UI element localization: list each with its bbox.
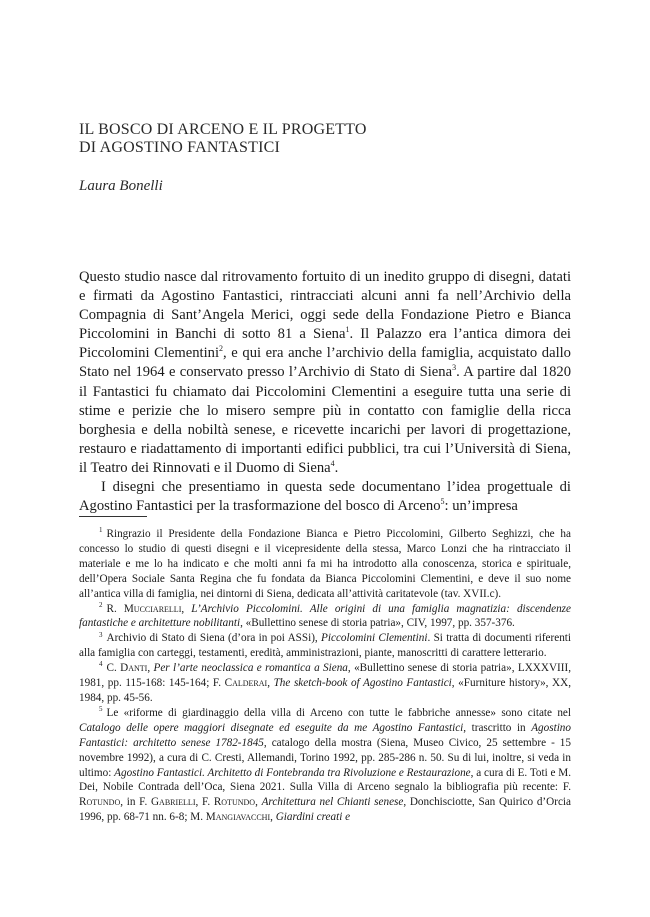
footnote-ref-4[interactable]: 4 <box>330 459 335 469</box>
footnote-number: 2 <box>99 600 103 609</box>
footnote-1: $^1$ Ringrazio il Presidente della Fondazione Bianca e Pietro Piccolomini, Gilberto Seghizzi, che ha concesso lo studio di questi disegni e il vicepresidente della stessa, Marco Lonzi che ha rintracciato il materiale e me lo ha indicato e che molti anni fa mi ha introdotto alla conoscenza, storica e spirituale, dell’Opera Sociale Santa Regina che fu fondata da Bianca Piccolomini Clementini, e deve il suo nome all’antica villa di famiglia, nei dintorni di Siena, dedicata all’attività caritatevole (tav. XVII.c). <box>79 526 571 600</box>
article-title <box>79 121 579 157</box>
footnote-number: 3 <box>99 630 103 639</box>
footnote-separator <box>79 516 147 517</box>
paragraph-2: I disegni che presentiamo in questa sede documentano l’idea progettuale di Agostino Fantastici per la trasformazione del bosco di Arceno$^5$: un’impresa <box>79 479 571 515</box>
title-line-2: DI AGOSTINO FANTASTICI <box>79 139 281 156</box>
title-line-1: IL BOSCO DI ARCENO E IL PROGETTO <box>79 121 367 138</box>
footnote-3: $^3$ Archivio di Stato di Siena (d’ora in poi ASSi), Piccolomini Clementini. Si tratta di documenti riferenti alla famiglia con carteggi, testamenti, eredità, amministrazioni, piante, manoscritti di carattere letterario. <box>79 630 572 660</box>
main-text <box>79 268 571 516</box>
footnote-ref-2[interactable]: 2 <box>219 344 224 354</box>
footnote-2: $^2$ R. Mucciarelli, L’Archivio Piccolomini. Alle origini di una famiglia magnatizia: discendenze fantastiche e architetture nobilitanti, «Bullettino senese di storia patria», CIV, 1997, pp. 357-376. <box>79 600 571 630</box>
footnote-number: 5 <box>99 705 103 714</box>
footnotes <box>79 527 571 825</box>
footnote-number: 1 <box>99 526 103 535</box>
paragraph-1: Questo studio nasce dal ritrovamento fortuito di un inedito gruppo di disegni, datati e firmati da Agostino Fantastici, rintracciati alcuni anni fa nell’Archivio della Compagnia di Sant’Angela Merici, oggi sede della Fondazione Pietro e Bianca Piccolomini in Banchi di sotto 81 a Siena$^1$. Il Palazzo era l’antica dimora dei Piccolomini Clementini$^2$, e qui era anche l’archivio della famiglia, acquistato dallo Stato nel 1964 e conservato presso l’Archivio di Stato di Siena$^3$. A partire dal 1820 il Fantastici fu chiamato dai Piccolomini Clementini a eseguire tutta una serie di stime e perizie che lo misero sempre più in contatto con famiglie della ricca borghesia e della nobiltà senese, e ricevette incarichi per lavori di progettazione, restauro e riadattamento di importanti edifici pubblici, tra cui l’Università di Siena, il Teatro dei Rinnovati e il Duomo di Siena$^4$. <box>79 269 571 476</box>
author-name: Laura Bonelli <box>79 178 163 194</box>
footnote-4: $^4$ C. Danti, Per l’arte neoclassica e romantica a Siena, «Bullettino senese di storia patria», LXXXVIII, 1981, pp. 115-168: 145-164; F. Calderai, The sketch-book of Agostino Fantastici, «Furniture history», XX, 1984, pp. 45-56. <box>79 660 572 704</box>
footnote-number: 4 <box>99 660 103 669</box>
footnote-ref-5[interactable]: 5 <box>440 497 445 507</box>
footnote-ref-3[interactable]: 3 <box>452 363 457 373</box>
footnote-5: $^5$ Le «riforme di giardinaggio della villa di Arceno con tutte le fabbriche annesse» sono citate nel Catalogo delle opere maggiori disegnate ed eseguite da me Agostino Fantastici, trascritto in Agostino Fantastici: architetto senese 1782-1845, catalogo della mostra (Siena, Museo Civico, 25 settembre - 15 novembre 1992), a cura di C. Cresti, Allemandi, Torino 1992, pp. 285-286 n. 50. Su di lui, inoltre, si veda in ultimo: Agostino Fantastici. Architetto di Fontebranda tra Rivoluzione e Restaurazione, a cura di E. Toti e M. Dei, Nobile Contrada dell’Oca, Siena 2021. Sulla Villa di Arceno segnalo la bibliografia più recente: F. Rotundo, in F. Gabrielli, F. Rotundo, Architettura nel Chianti senese, Donchisciotte, San Quirico d’Orcia 1996, pp. 68-71 nn. 6-8; M. Mangiavacchi, Giardini creati e <box>79 705 572 824</box>
footnote-ref-1[interactable]: 1 <box>345 325 350 335</box>
